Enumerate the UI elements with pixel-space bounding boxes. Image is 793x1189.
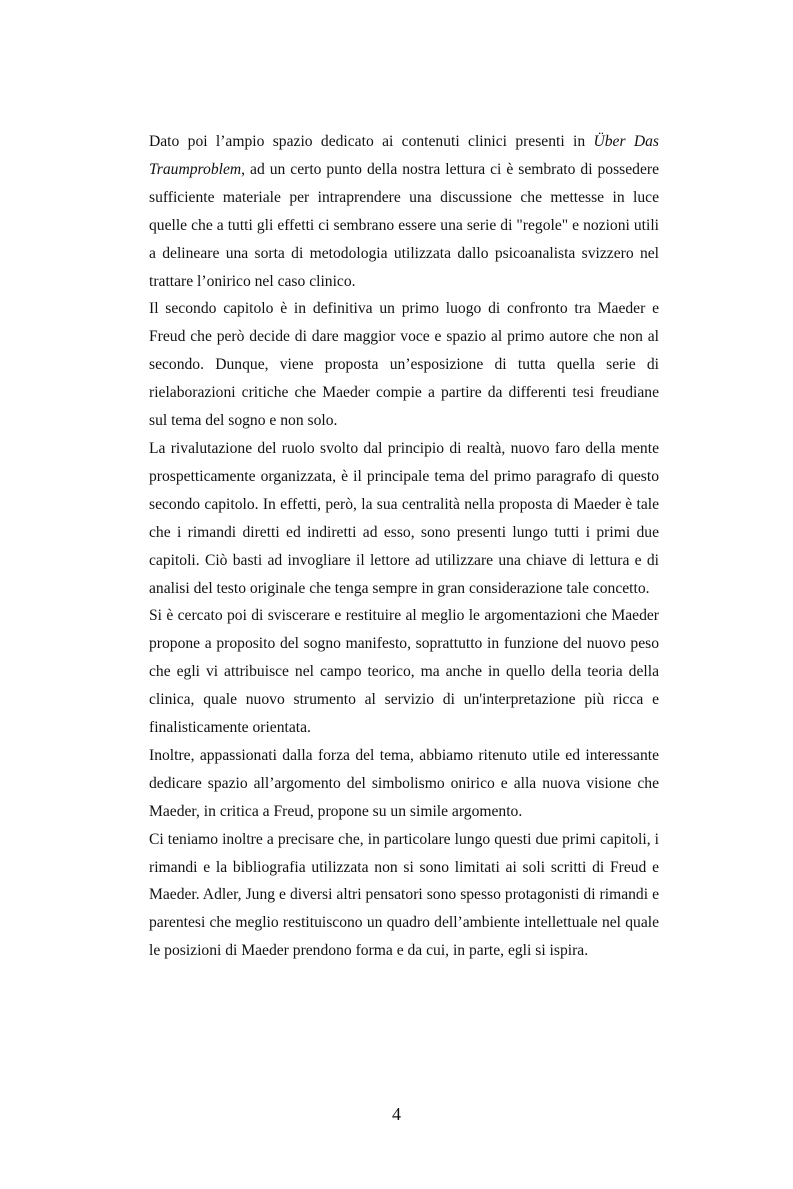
book-title-italic: Über Das Traumproblem bbox=[149, 133, 659, 178]
paragraph-5: Inoltre, appassionati dalla forza del tema, abbiamo ritenuto utile ed interessante dedicare spazio all’argomento del simbolismo onirico e alla nuova visione che Maeder, in critica a Freud, propone su un simile argomento. bbox=[149, 746, 659, 820]
paragraph-2: Il secondo capitolo è in definitiva un primo luogo di confronto tra Maeder e Freud che però decide di dare maggior voce e spazio al primo autore che non al secondo. Dunque, viene proposta un’esposizione di tutta quella serie di rielaborazioni critiche che Maeder compie a partire da differenti tesi freudiane sul tema del sogno e non solo. bbox=[149, 300, 659, 430]
body-text bbox=[149, 128, 659, 965]
paragraph-1-lead: Dato poi l’ampio spazio dedicato ai contenuti clinici presenti in bbox=[149, 133, 594, 150]
paragraph-6: Ci teniamo inoltre a precisare che, in particolare lungo questi due primi capitoli, i rimandi e la bibliografia utilizzata non si sono limitati ai soli scritti di Freud e Maeder. Adler, Jung e diversi altri pensatori sono spesso protagonisti di rimandi e parentesi che meglio restituiscono un quadro dell’ambiente intellettuale nel quale le posizioni di Maeder prendono forma e da cui, in parte, egli si ispira. bbox=[149, 830, 659, 960]
paragraph-3: La rivalutazione del ruolo svolto dal principio di realtà, nuovo faro della mente prospetticamente organizzata, è il principale tema del primo paragrafo di questo secondo capitolo. In effetti, però, la sua centralità nella proposta di Maeder è tale che i rimandi diretti ed indiretti ad esso, sono presenti lungo tutti i primi due capitoli. Ciò basti ad invogliare il lettore ad utilizzare una chiave di lettura e di analisi del testo originale che tenga sempre in gran considerazione tale concetto. bbox=[149, 439, 659, 597]
paragraph-4: Si è cercato poi di sviscerare e restituire al meglio le argomentazioni che Maeder propone a proposito del sogno manifesto, soprattutto in funzione del nuovo peso che egli vi attribuisce nel campo teorico, ma anche in quello della teoria della clinica, quale nuovo strumento al servizio di un'interpretazione più ricca e finalisticamente orientata. bbox=[149, 607, 659, 737]
paragraph-1-rest: , ad un certo punto della nostra lettura ci è sembrato di possedere sufficiente materiale per intraprendere una discussione che mettesse in luce quelle che a tutti gli effetti ci sembrano essere una serie di "regole" e nozioni utili a delineare una sorta di metodologia utilizzata dallo psicoanalista svizzero nel trattare l’onirico nel caso clinico. bbox=[149, 160, 659, 290]
page-number: 4 bbox=[392, 1104, 401, 1124]
paragraph-1 bbox=[149, 128, 659, 295]
